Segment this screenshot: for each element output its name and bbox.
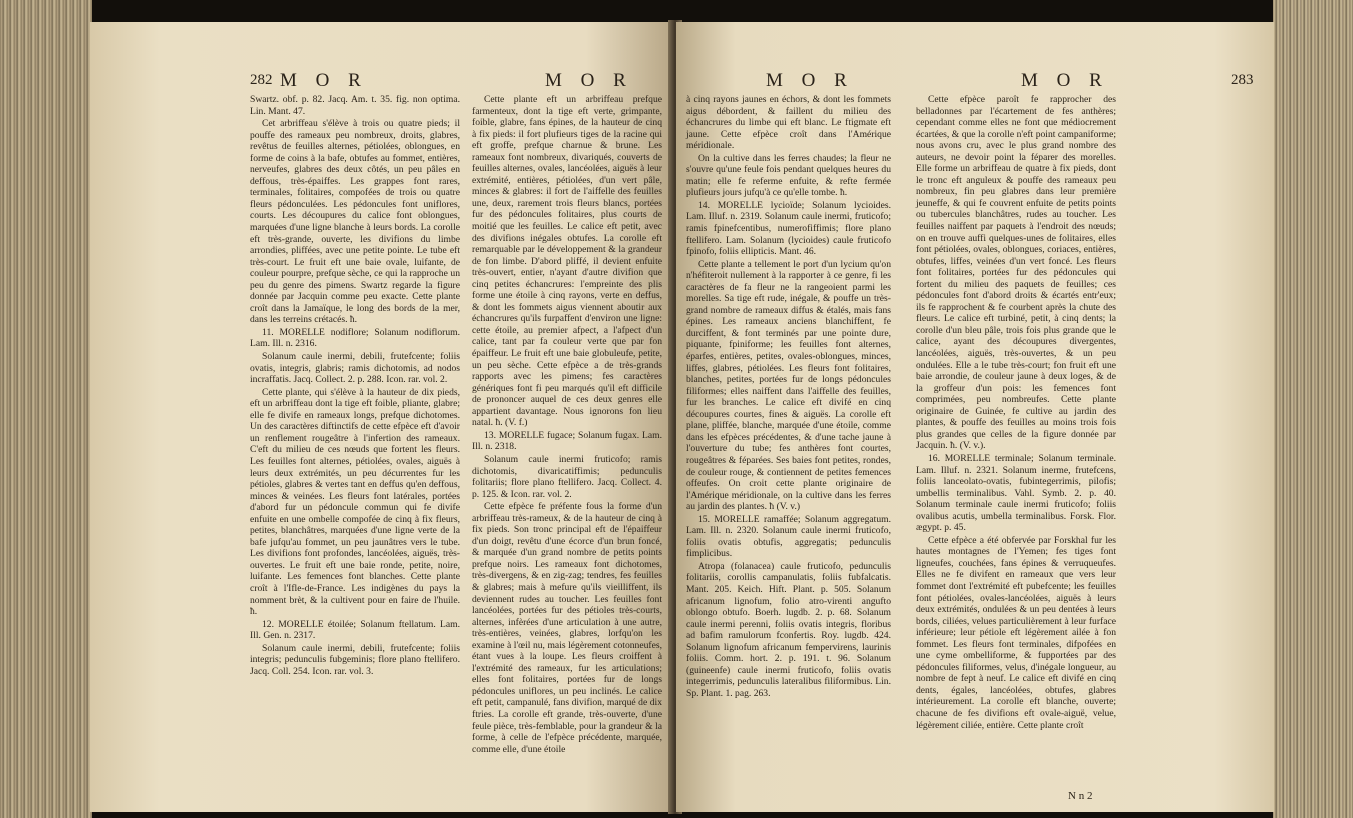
left-page-number: 282 <box>250 72 273 88</box>
left-running-head-b: M O R <box>545 70 633 91</box>
paragraph: Cet arbriffeau s'élève à trois ou quatre pieds; il pouffe des rameaux peu nombreux, droits, glabres, revêtus de feuilles alternes, pétiolées, oblongues, en forme de coins à la bafe, obtufes au fommet, entières, nerveufes, glabres des deux côtés, un peu pâles en deffous, très-épaiffes. Les grappes font rares, terminales, folitaires, compofées de trois ou quatre fleurs pédonculées. Les pédoncules font uniflores, courts. Les découpures du calice font oblongues, marquées d'une ligne blanche à leurs bords. La corolle eft très-grande, ouverte, les divifions du limbe arrondies, pliffées, avec une petite pointe. Le tube eft très-court. Le fruit eft une baie ovale, luifante, de couleur pourpre, prefque sèche, ce qui la rapproche un peu du genre des pimens. Swartz regarde la figure donnée par Jacquin comme peu exacte. Cette plante croît dans la Jamaïque, le long des bords de la mer, dans les terreins crétacés. ħ. <box>250 118 460 326</box>
left-column-2 <box>472 94 662 756</box>
left-column-1 <box>250 94 460 678</box>
right-page-number: 283 <box>1231 72 1254 88</box>
paragraph: Cette plante, qui s'élève à la hauteur de dix pieds, eft un arbriffeau dont la tige eft foible, pliante, glabre; elle fe divife en rameaux longs, prefque dichotomes. Un des caractères diftinctifs de cette efpèce eft d'avoir un renflement rougeâtre à l'infertion des rameaux. C'eft du milieu de ces nœuds que fortent les fleurs. Les feuilles font alternes, pétiolées, ovales, aiguës à leurs deux extrémités, un peu décurrentes fur les pétioles, glabres & vertes tant en deffus qu'en deffous, minces & veinées. Les fleurs font latérales, portées d'abord fur un pédoncule commun qui fe divife enfuite en une ombelle compofée de cinq à fix fleurs, petites, blanchâtres, marquées d'une ligne verte de la bafe jufqu'au fommet, un peu jaunâtres vers le tube. Les divifions font profondes, lancéolées, aiguës, très-ouvertes. Le fruit eft une baie ronde, petite, noire, luifante. Les femences font blanches. Cette plante croît à l'Ifle-de-France. Les indigènes du pays la nomment brèt, & la cultivent pour en faire de l'huile. ħ. <box>250 386 460 618</box>
paragraph: Cette plante eft un arbriffeau prefque farmenteux, dont la tige eft verte, grimpante, foible, glabre, fans épines, de la hauteur de cinq à fix pieds: il fort plufieurs tiges de la racine qui eft groffe, prefque charnue & brune. Les rameaux font nombreux, divariqués, couverts de feuilles alternes, ovales, lancéolées, aiguës à leur extrémité, entières, pétiolées, d'un vert pâle, minces & glabres: il fort de l'aiffelle des feuilles une, deux, rarement trois fleurs blancs, portées fur des pédoncules folitaires, plus courts de moitié que les feuilles. Le calice eft petit, avec des divifions inégales obtufes. La corolle eft remarquable par le développement & la grandeur de fon limbe. D'abord pliffé, il devient enfuite très-ouvert, entier, n'ayant d'autre divifion que cinq petites échancrures: l'empreinte des plis forme une étoile à cinq rayons, verte en deffus, & dont les fommets aigus viennent aboutir aux échancrures qu'ils furpaffent d'environ une ligne: cette étoile, au premier afpect, a l'afpect d'un calice, tant par fa couleur verte que par fon épaiffeur. Le fruit eft une baie globuleufe, petite, un peu sèche. Cette efpèce a de très-grands rapports avec les pimens; fes caractères génériques font fi peu marqués qu'il eft difficile de prononcer auquel de ces deux genres elle appartient davantage. Nous ignorons fon lieu natal. ħ. (V. f.) <box>472 94 662 429</box>
paragraph: 15. MORELLE ramaffée; Solanum aggregatum. Lam. Ill. n. 2320. Solanum caule inermi fruticofo, foliis ovatis obtufis, aggregatis; pedunculis fimplicibus. <box>686 513 891 560</box>
paragraph: Solanum caule inermi, debili, frutefcente; foliis integris; pedunculis fubgeminis; flore plano ftelliferо. Jacq. Coll. 254. Icon. rar. vol. 3. <box>250 642 460 677</box>
right-column-1 <box>686 94 891 700</box>
page-edges-right <box>1273 0 1353 818</box>
paragraph: Cette efpèce a été obfervée par Forskhal fur les hautes montagnes de l'Yemen; fes tiges font ligneufes, couchées, fans épines & verruqueufes. Elles ne fe divifent en rameaux que vers leur fommet dont l'extrémité eft pubefcente; les feuilles font pétiolées, ovales-lancéolées, aiguës à leurs deux extrémités, ondulées & un peu dentées à leurs bords, ciliées, velues particulièrement à leur furface inférieure; leur pétiole eft légèrement ailée à fon fommet. Les fleurs font terminales, difpofées en une cyme ombelliforme, & fupportées par des pédoncules filiformes, velus, d'inégale longueur, au nombre de fept à neuf. Le calice eft divifé en cinq dents, égales, lancéolées, obtufes, glabres intérieurement. La corolle eft blanche, ouverte; chacune de fes divifions eft ovale-aiguë, velue, légèrement ciliée, entière. Cette plante croît <box>916 534 1116 731</box>
paragraph: Solanum caule inermi fruticofo; ramis dichotomis, divaricatiffimis; pedunculis folitariis; flore plano ftellifero. Jacq. Collect. 4. p. 125. & Icon. rar. vol. 2. <box>472 453 662 500</box>
paragraph: 12. MORELLE étoilée; Solanum ftellatum. Lam. Ill. Gen. n. 2317. <box>250 618 460 642</box>
paragraph: 13. MORELLE fugace; Solanum fugax. Lam. Ill. n. 2318. <box>472 429 662 453</box>
signature-mark: N n 2 <box>1068 790 1093 802</box>
paragraph: Atropa (folanacea) caule fruticofo, pedunculis folitariis, corollis campanulatis, foliis fubfalcatis. Mant. 205. Keich. Hift. Plant. p. 505. Solanum africanum lignofum, folio atro-virenti angufto oblongo obtufo. Boerh. lugdb. 2. p. 68. Solanum caule inermi perenni, foliis ovatis integris, floribus ad bafim ramulorum fconfertis. Roy. lugdb. 424. Solanum lignofum africanum fempervirens, laurinis foliis. Comm. hort. 2. p. 191. t. 96. Solanum (guineenfe) caule inermi fruticofo, foliis ovatis integerrimis, pedunculis lateralibus filiformibus. Lin. Sp. Plant. 1. pag. 263. <box>686 560 891 699</box>
left-page <box>90 22 673 812</box>
left-running-head-a: M O R <box>280 70 368 91</box>
paragraph: Cette plante a tellement le port d'un lycium qu'on n'héfiteroit nullement à la rapporter à ce genre, fi les caractères de fa fleur ne la rangeoient parmi les morelles. Sa tige eft rude, inégale, & pouffe un très-grand nombre de rameaux diffus & étalés, mais fans épines. Les rameaux anciens blanchiffent, fe durciffent, & font terminés par une pointe dure, piquante, fpiniforme; les feuilles font alternes, éparfes, entières, petites, ovales-oblongues, minces, liffes, glabres, pétiolées. Les fleurs font folitaires, blanches, petites, portées fur de longs pédoncules filiformes; elles naiffent dans l'aiffelle des feuilles, fur les branches. Le calice eft divifé en cinq découpures courtes, fines & aiguës. La corolle eft plane, pliffée, blanche, marquée d'une étoile, comme dans les efpèces précédentes, & d'une tache jaune à l'ouverture du tube; fes anthères font courtes, rougeâtres & féparées. Ses baies font petites, rondes, de couleur rouge, & contiennent de petites femences offeufes. On croit cette plante originaire de l'Amérique méridionale, on la cultive dans les ferres au jardin des plantes. ħ (V. v.) <box>686 258 891 513</box>
right-running-head-a: M O R <box>766 70 854 91</box>
right-column-2 <box>916 94 1116 732</box>
paragraph: Swartz. obf. p. 82. Jacq. Am. t. 35. fig. non optima. Lin. Mant. 47. <box>250 94 460 117</box>
paragraph: 11. MORELLE nodiflore; Solanum nodiflorum. Lam. Ill. n. 2316. <box>250 326 460 350</box>
paragraph: Solanum caule inermi, debili, frutefcente; foliis ovatis, integris, glabris; ramis dichotomis, ad nodos incraffatis. Jacq. Collect. 2. p. 288. Icon. rar. vol. 2. <box>250 351 460 386</box>
paragraph: à cinq rayons jaunes en échors, & dont les fommets aigus débordent, & faillent du milieu des échancrures du limbe qui eft blanc. Le ftigmate eft jaune. Cette efpèce croît dans l'Amérique méridionale. <box>686 94 891 152</box>
paragraph: Cette efpèce paroît fe rapprocher des belladonnes par l'écartement de fes anthères; cependant comme elles ne font que médiocrement écartées, & que la corolle n'eft point campaniforme; nous avons cru, avec le plus grand nombre des auteurs, ne devoir point la féparer des morelles. Elle forme un arbriffeau de quatre à fix pieds, dont le tronc eft anguleux & pouffe des rameaux peu nombreux, fin peu glabres dans leur première jeuneffe, & qui fe couvrent enfuite de petits points ou tubercules blanchâtres, rudes au toucher. Les feuilles naiffent par paquets à l'endroit des nœuds; on en trouve auffi quelques-unes de folitaires, elles font pétiolées, ovales, oblongues, coriaces, entières, obtufes, liffes, veinées d'un vert foncé. Les fleurs font folitaires, portées fur des pédoncules qui fortent du milieu des paquets de feuilles; ces pédoncules font d'abord droits & écartés entr'eux; ils fe rapprochent & fe courbent après la chute des fleurs. Le calice eft turbiné, petit, à cinq dents; la corolle d'un bleu pâle, trois fois plus grande que le calice, ayant des découpures divergentes, lancéolées, aiguës, très-ouvertes, & un peu ondulées. Elle a le tube très-court; fon fruit eft une baie arrondie, de couleur jaune à deux loges, & de la groffeur d'un pois: les femences font comprimées, peu nombreufes. Cette plante originaire de Guinée, fe cultive au jardin des plantes, & pouffe des feuilles au moins trois fois plus grandes que celles de la figure donnée par Jacquin. ħ. (V. v.). <box>916 94 1116 452</box>
paragraph: 14. MORELLE lycioïde; Solanum lycioides. Lam. Illuf. n. 2319. Solanum caule inermi, fruticofo; ramis fpinefcentibus, numerofiffimis; flore plano ftellifero. Lam. Solanum (lycioides) caule fruticofo fpinofo, foliis ellipticis. Mant. 46. <box>686 199 891 258</box>
right-running-head-b: M O R <box>1021 70 1109 91</box>
paragraph: 16. MORELLE terminale; Solanum terminale. Lam. Illuf. n. 2321. Solanum inerme, frutefcens, foliis lanceolato-ovatis, fubintegerrimis, pilofis; umbellis terminalibus. Vahl. Symb. 2. p. 40. Solanum terminale caule inermi fruticofo; foliis ovalibus acutis, umbella terminalibus. Forsk. Flor. ægypt. p. 45. <box>916 452 1116 534</box>
right-page <box>676 22 1274 812</box>
page-edges-left <box>0 0 92 818</box>
paragraph: On la cultive dans les ferres chaudes; la fleur ne s'ouvre qu'une feule fois pendant quelques heures du matin; elle fe referme enfuite, & refte fermée plufieurs jours jufqu'à ce qu'elle tombe. ħ. <box>686 152 891 199</box>
paragraph: Cette efpèce fe préfente fous la forme d'un arbriffeau très-rameux, & de la hauteur de cinq à fix pieds. Son tronc principal eft de l'épaiffeur d'un doigt, revêtu d'une écorce d'un brun foncé, & marquée d'un grand nombre de petits points prefque noirs. Les rameaux font dichotomes, très-divergens, & en zig-zag; tendres, fes feuilles & glabres; mais à mefure qu'ils vieilliffent, ils deviennent rudes au toucher. Les feuilles font lancéolées, portées fur des pétioles très-courts, alternes, infèrées d'une articulation à une autre, très-entières, veinées, glabres, lorfqu'on les examine à l'œil nu, mais légèrement cotonneufes, étant vues à la loupe. Les fleurs croiffent à l'extrémité des rameaux, fur les articulations; elles font folitaires, portées fur de longs pédoncules uniflores, un peu inclinés. Le calice eft petit, campanulé, fans divifion, marqué de dix ftries. La corolle eft grande, très-ouverte, d'une feule pièce, très-femblable, pour la grandeur & la forme, à celle de l'efpèce précédente, marquée, comme elle, d'une étoile <box>472 501 662 755</box>
